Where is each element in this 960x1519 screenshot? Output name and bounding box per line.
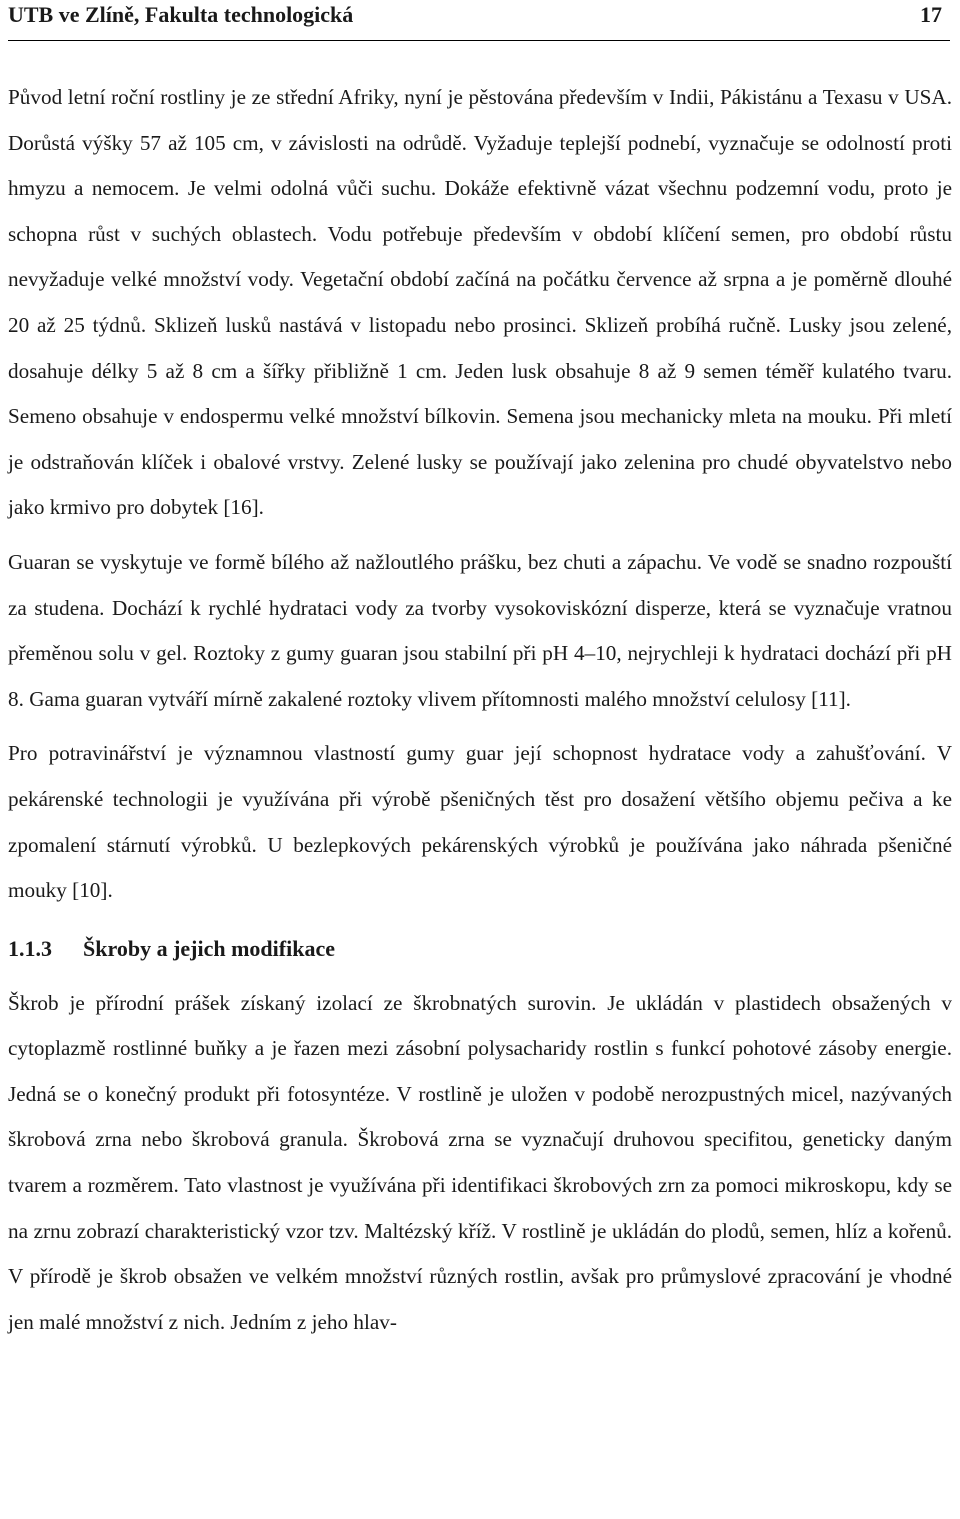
section-number: 1.1.3 bbox=[8, 935, 52, 961]
section-heading bbox=[8, 929, 952, 969]
paragraph-food-use: Pro potravinářství je významnou vlastností gumy guar její schopnost hydratace vody a zahušťování. V pekárenské technologii je využívána při výrobě pšeničných těst pro dosažení většího objemu pečiva a ke zpomalení stárnutí výrobků. U bezlepkových pekárenských výrobků je používána jako náhrada pšeničné mouky [10]. bbox=[8, 741, 952, 903]
paragraph-starch: Škrob je přírodní prášek získaný izolací ze škrobnatých surovin. Je ukládán v plastidech obsažených v cytoplazmě rostlinné buňky a je řazen mezi zásobní polysacharidy rostlin s funkcí pohotové zásoby energie. Jedná se o konečný produkt při fotosyntéze. V rostlině je uložen v podobě nerozpustných micel, nazývaných škrobová zrna nebo škrobová granula. Škrobová zrna se vyznačují druhovou specifitou, geneticky daným tvarem a rozměrem. Tato vlastnost je využívána při identifikaci škrobových zrn za pomoci mikroskopu, kdy se na zrnu zobrazí charakteristický vzor tzv. Maltézský kříž. V rostlině je ukládán do plodů, semen, hlíz a kořenů. V přírodě je škrob obsažen ve velkém množství různých rostlin, avšak pro průmyslové zpracování je vhodné jen malé množství z nich. Jedním z jeho hlav- bbox=[8, 990, 952, 1334]
section-title: Škroby a jejich modifikace bbox=[83, 935, 335, 961]
paragraph-guaran-properties: Guaran se vyskytuje ve formě bílého až nažloutlého prášku, bez chuti a zápachu. Ve vodě se snadno rozpouští za studena. Dochází k rychlé hydrataci vody za tvorby vysokoviskózní disperze, která se vyznačuje vratnou přeměnou solu v gel. Roztoky z gumy guaran jsou stabilní při pH 4–10, nejrychleji k hydrataci dochází při pH 8. Gama guaran vytváří mírně zakalené roztoky vlivem přítomnosti malého množství celulosy [11]. bbox=[8, 549, 952, 711]
paragraph-guar-origin: Původ letní roční rostliny je ze střední Afriky, nyní je pěstována především v Indii, Pákistánu a Texasu v USA. Dorůstá výšky 57 až 105 cm, v závislosti na odrůdě. Vyžaduje teplejší podnebí, vyznačuje se odolností proti hmyzu a nemocem. Je velmi odolná vůči suchu. Dokáže efektivně vázat všechnu podzemní vodu, proto je schopna růst v suchých oblastech. Vodu potřebuje především v období klíčení semen, pro období růstu nevyžaduje velké množství vody. Vegetační období začíná na počátku července až srpna a je poměrně dlouhé 20 až 25 týdnů. Sklizeň lusků nastává v listopadu nebo prosinci. Sklizeň probíhá ručně. Lusky jsou zelené, dosahuje délky 5 až 8 cm a šířky přibližně 1 cm. Jeden lusk obsahuje 8 až 9 semen téměř kulatého tvaru. Semeno obsahuje v endospermu velké množství bílkovin. Semena jsou mechanicky mleta na mouku. Při mletí je odstraňován klíček i obalové vrstvy. Zelené lusky se používají jako zelenina pro chudé obyvatelstvo nebo jako krmivo pro dobytek [16]. bbox=[8, 85, 952, 520]
page-number: 17 bbox=[920, 2, 942, 27]
page-body bbox=[8, 75, 952, 1345]
page-header bbox=[8, 0, 950, 41]
header-title: UTB ve Zlíně, Fakulta technologická bbox=[8, 2, 354, 27]
